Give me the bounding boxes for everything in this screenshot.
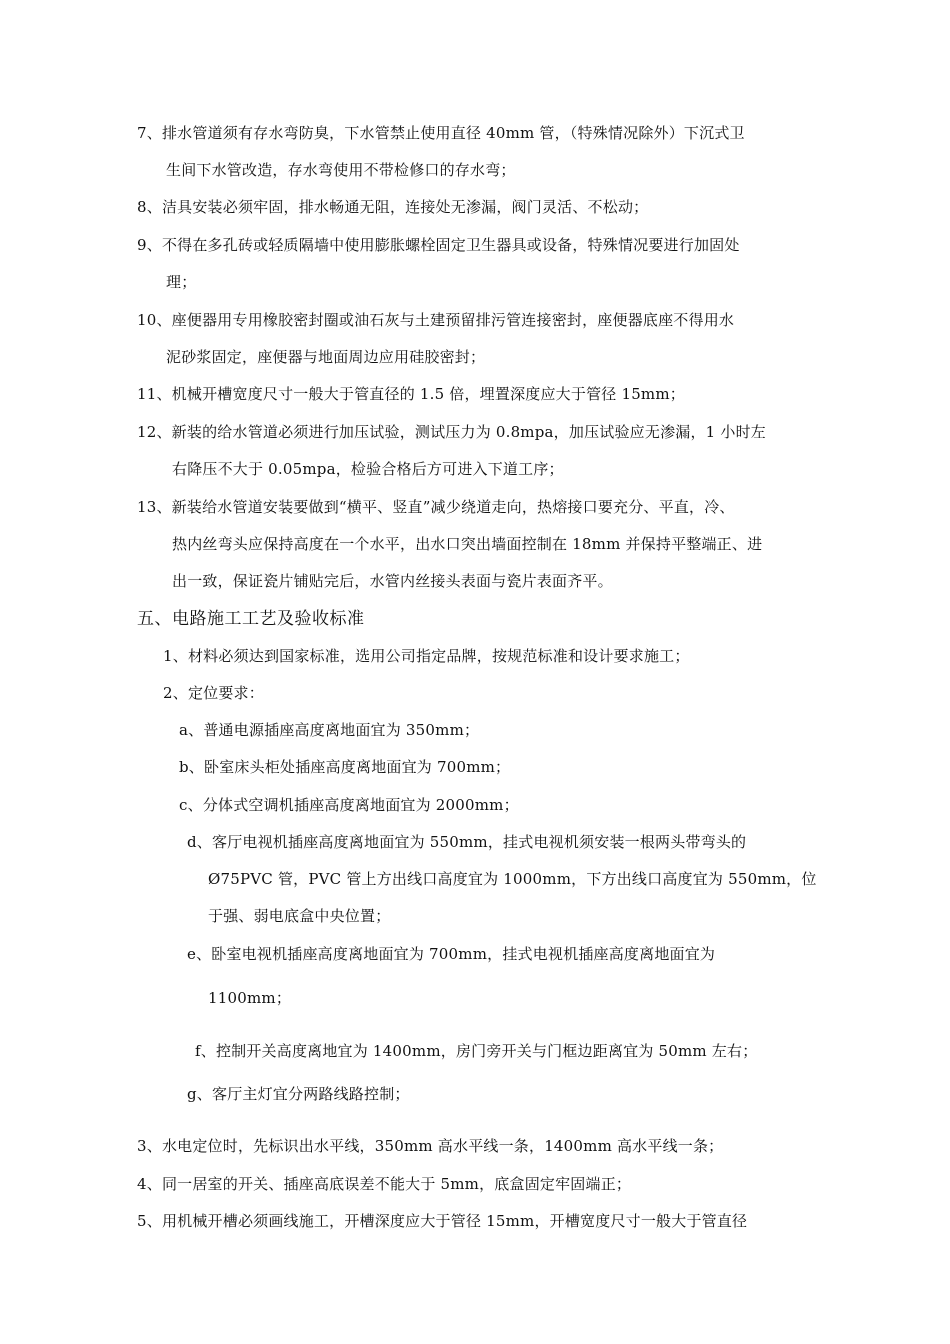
item-10-line-1: 10、座便器用专用橡胶密封圈或油石灰与土建预留排污管连接密封，座便器底座不得用水	[137, 311, 735, 329]
item-10-line-2: 泥砂浆固定，座便器与地面周边应用硅胶密封；	[166, 348, 486, 366]
positioning-f: f、控制开关高度离地宜为 1400mm，房门旁开关与门框边距离宜为 50mm 左右；	[195, 1042, 758, 1060]
positioning-e-line-2: 1100mm；	[208, 989, 292, 1007]
item-9-line-1: 9、不得在多孔砖或轻质隔墙中使用膨胀螺栓固定卫生器具或设备，特殊情况要进行加固处	[137, 236, 740, 254]
item-7-line-2: 生间下水管改造，存水弯使用不带检修口的存水弯；	[166, 161, 516, 179]
section-5-item-4: 4、同一居室的开关、插座高底误差不能大于 5mm，底盒固定牢固端正；	[137, 1175, 632, 1193]
item-13-line-3: 出一致，保证瓷片铺贴完后，水管内丝接头表面与瓷片表面齐平。	[172, 572, 613, 590]
positioning-g: g、客厅主灯宜分两路线路控制；	[187, 1085, 410, 1103]
positioning-c: c、分体式空调机插座高度离地面宜为 2000mm；	[179, 796, 519, 814]
item-9-line-2: 理；	[166, 273, 197, 291]
item-12-line-2: 右降压不大于 0.05mpa，检验合格后方可进入下道工序；	[172, 460, 564, 478]
section-5-heading: 五、电路施工工艺及验收标准	[137, 609, 365, 629]
item-13-line-2: 热内丝弯头应保持高度在一个水平，出水口突出墙面控制在 18mm 并保持平整端正、进	[172, 535, 763, 553]
item-11-line-1: 11、机械开槽宽度尺寸一般大于管直径的 1.5 倍，埋置深度应大于管径 15mm；	[137, 385, 685, 403]
positioning-a: a、普通电源插座高度离地面宜为 350mm；	[179, 721, 480, 739]
section-5-item-3: 3、水电定位时，先标识出水平线，350mm 高水平线一条，1400mm 高水平线一条；	[137, 1137, 724, 1155]
item-8-line-1: 8、洁具安装必须牢固，排水畅通无阻，连接处无渗漏，阀门灵活、不松动；	[137, 198, 649, 216]
section-5-item-1: 1、材料必须达到国家标准，选用公司指定品牌，按规范标准和设计要求施工；	[163, 647, 690, 665]
positioning-e-line-1: e、卧室电视机插座高度离地面宜为 700mm，挂式电视机插座高度离地面宜为	[187, 945, 716, 963]
item-7-line-1: 7、排水管道须有存水弯防臭，下水管禁止使用直径 40mm 管，（特殊情况除外）下沉式卫	[137, 124, 745, 142]
item-13-line-1: 13、新装给水管道安装要做到“横平、竖直”减少绕道走向，热熔接口要充分、平直，冷、	[137, 498, 735, 516]
positioning-d-line-1: d、客厅电视机插座高度离地面宜为 550mm，挂式电视机须安装一根两头带弯头的	[187, 833, 747, 851]
positioning-d-line-2: Ø75PVC 管，PVC 管上方出线口高度宜为 1000mm，下方出线口高度宜为 550mm，位	[208, 870, 817, 888]
section-5-item-2: 2、定位要求：	[163, 684, 264, 702]
positioning-b: b、卧室床头柜处插座高度离地面宜为 700mm；	[179, 758, 511, 776]
section-5-item-5: 5、用机械开槽必须画线施工，开槽深度应大于管径 15mm，开槽宽度尺寸一般大于管直径	[137, 1212, 748, 1230]
positioning-d-line-3: 于强、弱电底盒中央位置；	[208, 907, 391, 925]
item-12-line-1: 12、新装的给水管道必须进行加压试验，测试压力为 0.8mpa，加压试验应无渗漏，1 小时左	[137, 423, 766, 441]
